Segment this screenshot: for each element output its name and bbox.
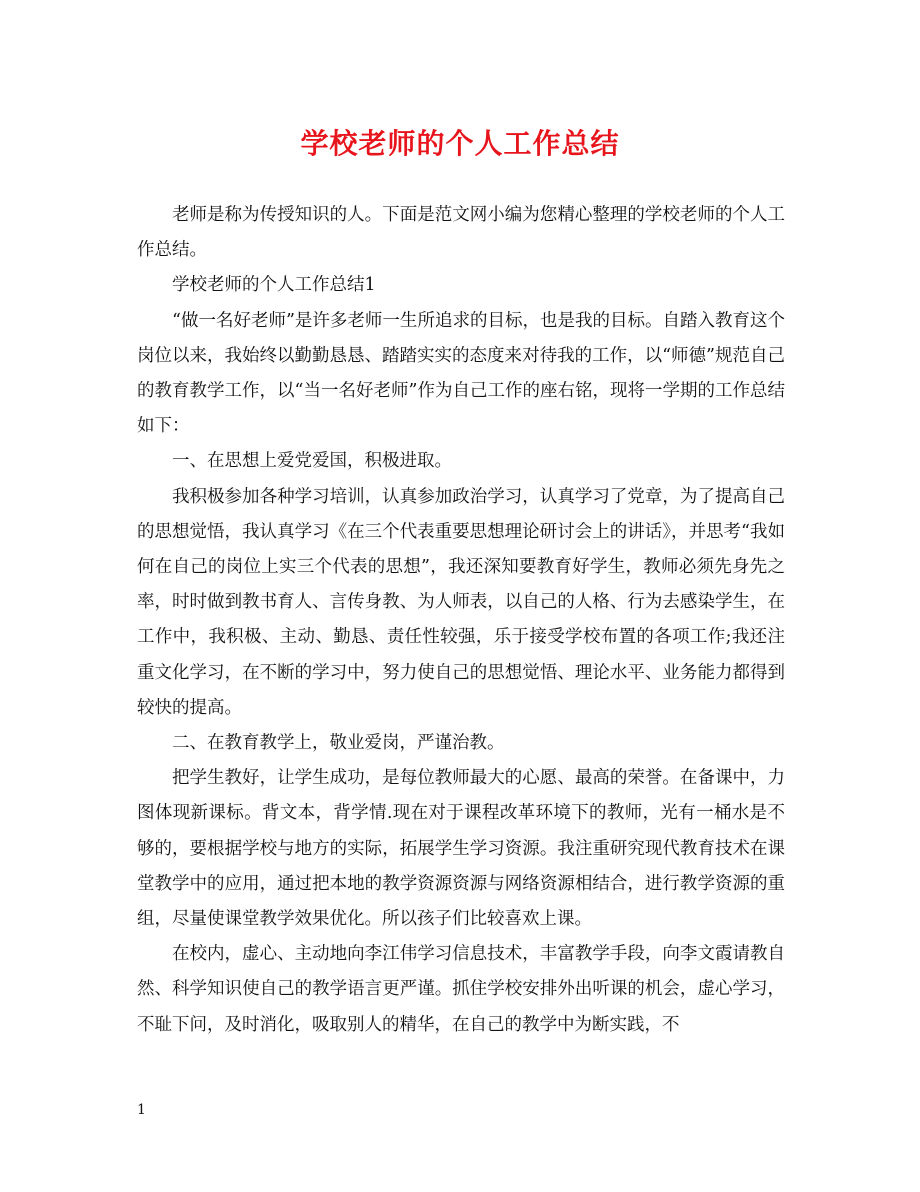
paragraph-section-1: 我积极参加各种学习培训，认真参加政治学习，认真学习了党章，为了提高自己的思想觉悟，我认真学习《在三个代表重要思想理论研讨会上的讲话》，并思考“我如何在自己的岗位上实三个代表的思想”，我还深知要教育好学生，教师必须先身先之率，时时做到教书育人、言传身教、为人师表，以自己的人格、行为去感染学生，在工作中，我积极、主动、勤恳、责任性较强，乐于接受学校布置的各项工作;我还注重文化学习，在不断的学习中，努力使自己的思想觉悟、理论水平、业务能力都得到较快的提高。 <box>137 486 785 718</box>
paragraph-school-learning: 在校内，虚心、主动地向李江伟学习信息技术，丰富教学手段，向李文霞请教自然、科学知识使自己的教学语言更严谨。抓住学校安排外出听课的机会，虚心学习，不耻下问，及时消化，吸取别人的精华，在自己的教学中为断实践，不 <box>137 944 785 1035</box>
paragraph-section-2: 把学生教好，让学生成功，是每位教师最大的心愿、最高的荣誉。在备课中，力图体现新课标。背文本，背学情.现在对于课程改革环境下的教师，光有一桶水是不够的，要根据学校与地方的实际，拓展学生学习资源。我注重研究现代教育技术在课堂教学中的应用，通过把本地的教学资源资源与网络资源相结合，进行教学资源的重组，尽量使课堂教学效果优化。所以孩子们比较喜欢上课。 <box>137 768 785 930</box>
section-heading-2: 二、在教育教学上，敬业爱岗，严谨治教。 <box>172 733 505 754</box>
section-heading-1: 一、在思想上爱党爱国，积极进取。 <box>172 451 452 472</box>
paragraph-goal: “做一名好老师”是许多老师一生所追求的目标，也是我的目标。自踏入教育这个岗位以来，我始终以勤勤恳恳、踏踏实实的态度来对待我的工作，以“师德”规范自己的教育教学工作，以“当一名好老师”作为自己工作的座右铭，现将一学期的工作总结如下： <box>137 310 785 437</box>
paragraph-intro: 老师是称为传授知识的人。下面是范文网小编为您精心整理的学校老师的个人工作总结。 <box>137 205 785 261</box>
paragraph-subtitle: 学校老师的个人工作总结1 <box>172 275 376 296</box>
page-number: 1 <box>137 1102 146 1118</box>
document-body <box>137 198 785 1043</box>
document-title: 学校老师的个人工作总结 <box>300 127 620 160</box>
